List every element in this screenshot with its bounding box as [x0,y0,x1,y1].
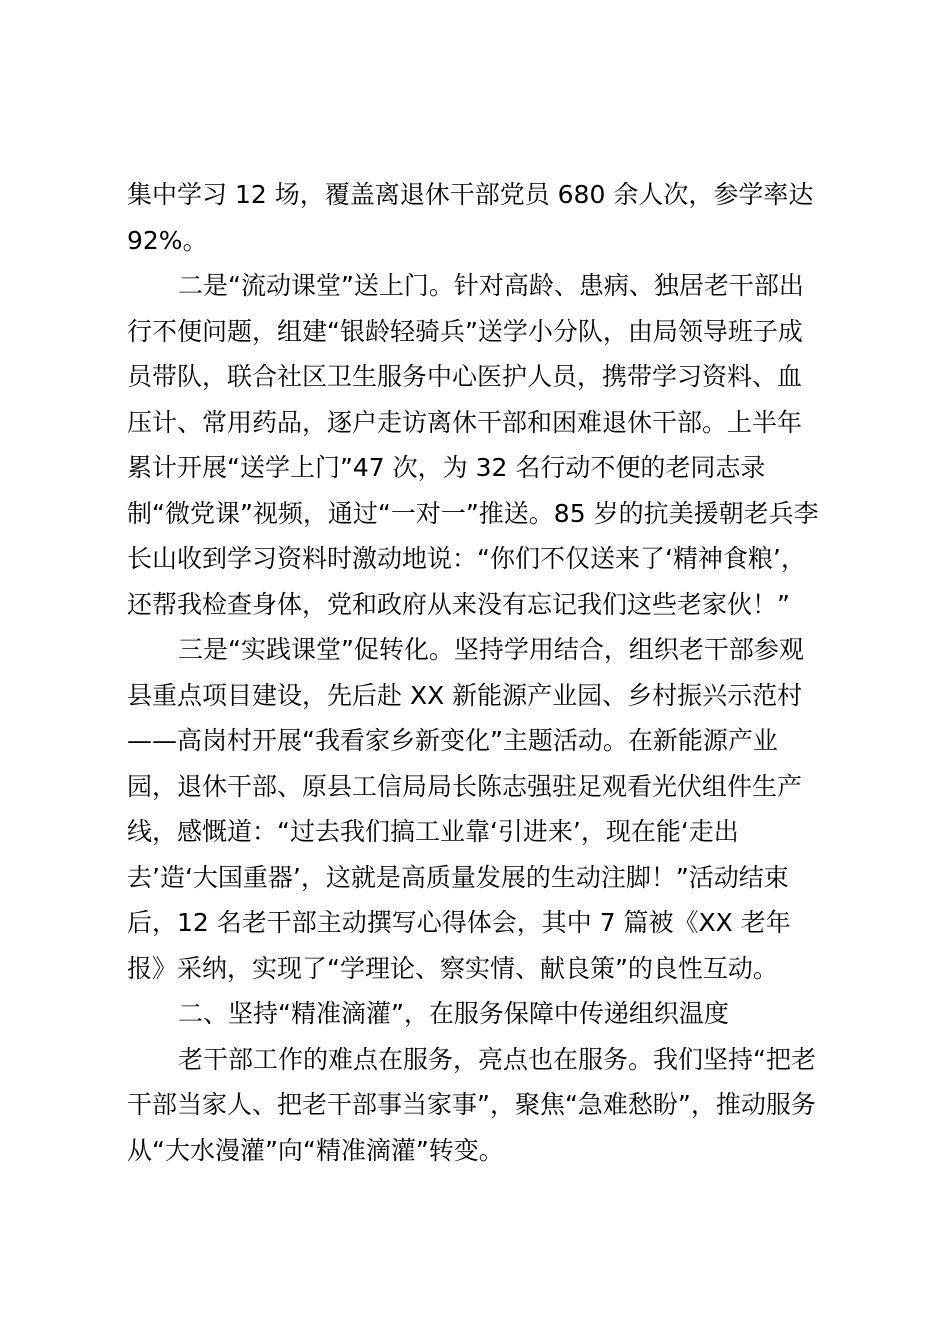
body-line: 干部当家人、把老干部事当家事”，聚焦“急难愁盼”，推动服务 [127,1090,816,1119]
body-line: ——高岗村开展“我看家乡新变化”主题活动。在新能源产业 [127,726,778,755]
body-line: 集中学习 12 场，覆盖离退休干部党员 680 余人次，参学率达 [127,180,814,209]
body-line: 长山收到学习资料时激动地说：“你们不仅送来了‘精神食粮’， [127,544,806,573]
body-line: 92%。 [127,226,208,255]
body-line: 员带队，联合社区卫生服务中心医护人员，携带学习资料、血 [127,362,803,391]
body-line: 报》采纳，实现了“学理论、察实情、献良策”的良性互动。 [127,954,778,983]
body-line: 压计、常用药品，逐户走访离休干部和困难退休干部。上半年 [127,408,803,437]
body-line: 累计开展“送学上门”47 次，为 32 名行动不便的老同志录 [127,453,766,482]
paragraph-first-line: 三是“实践课堂”促转化。坚持学用结合，组织老干部参观 [178,635,804,664]
body-line: 园，退休干部、原县工信局局长陈志强驻足观看光伏组件生产 [127,772,803,801]
body-line: 后，12 名老干部主动撰写心得体会，其中 7 篇被《XX 老年 [127,908,791,937]
paragraph-first-line: 二是“流动课堂”送上门。针对高龄、患病、独居老干部出 [178,271,804,300]
body-line: 行不便问题，组建“银龄轻骑兵”送学小分队，由局领导班子成 [127,317,803,346]
body-line: 县重点项目建设，先后赴 XX 新能源产业园、乡村振兴示范村 [127,681,803,710]
section-heading: 二、坚持“精准滴灌”，在服务保障中传递组织温度 [178,999,729,1028]
body-line: 还帮我检查身体，党和政府从来没有忘记我们这些老家伙！” [127,590,790,619]
body-line: 制“微党课”视频，通过“一对一”推送。85 岁的抗美援朝老兵李 [127,499,819,528]
body-line: 去’造‘大国重器’，这就是高质量发展的生动注脚！”活动结束 [127,863,789,892]
body-line: 线，感慨道：“过去我们搞工业靠‘引进来’，现在能‘走出 [127,817,739,846]
paragraph-first-line: 老干部工作的难点在服务，亮点也在服务。我们坚持“把老 [178,1045,816,1074]
body-line: 从“大水漫灌”向“精准滴灌”转变。 [127,1136,504,1165]
